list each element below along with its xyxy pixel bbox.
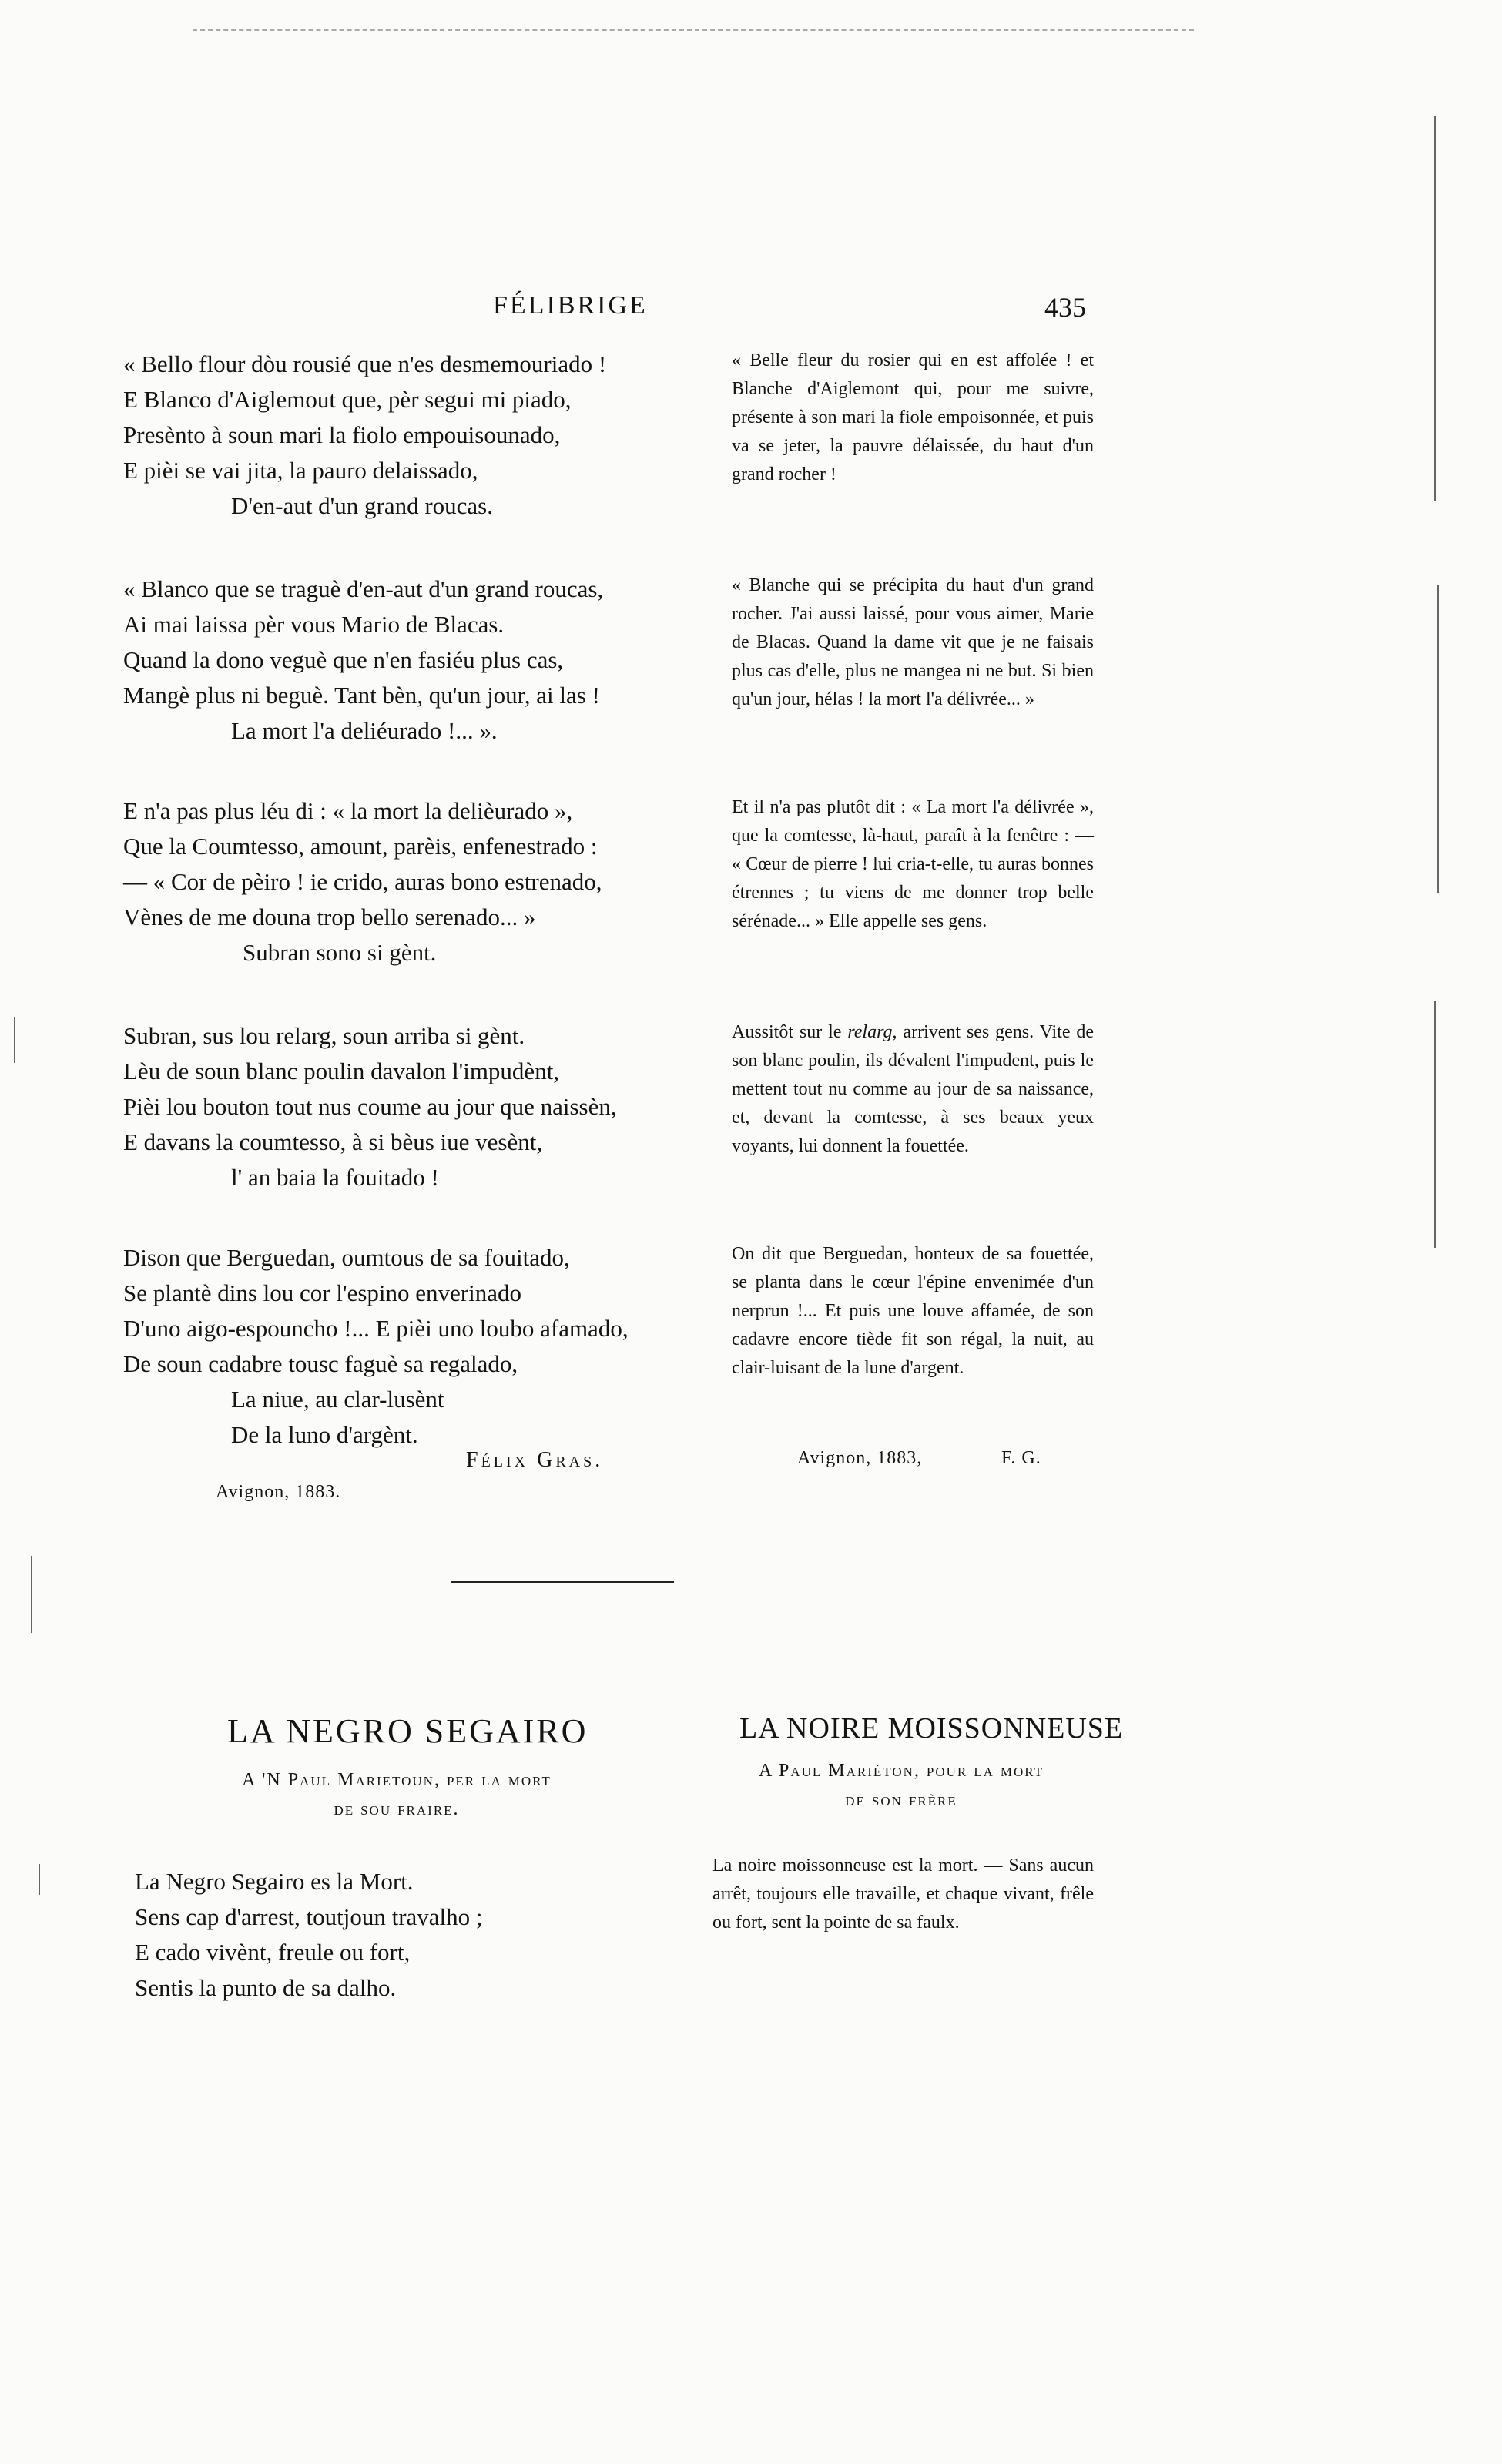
left-edge-mark: [14, 1017, 15, 1063]
translation-paragraph: La noire moissonneuse est la mort. — Sans aucun arrêt, toujours elle travaille, et chaque vivant, frêle ou fort, sent la pointe de sa faulx.: [712, 1856, 1094, 1933]
verse-line: Dison que Berguedan, oumtous de sa fouitado,: [123, 1244, 570, 1271]
verse-line: l' an baia la fouitado !: [231, 1164, 439, 1191]
stanza-provencal-3: [123, 793, 709, 971]
poem-title-french: LA NOIRE MOISSONNEUSE: [739, 1712, 1124, 1745]
stanza-french-1: [732, 347, 1094, 489]
date-left: Avignon, 1883.: [216, 1482, 341, 1502]
stanza-french-5: [732, 1240, 1094, 1383]
verse-line: E Blanco d'Aiglemout que, pèr segui mi piado,: [123, 386, 572, 413]
dedication-provencal: [166, 1765, 628, 1824]
verse-line: La niue, au clar-lusènt: [231, 1386, 444, 1413]
translation-paragraph: « Blanche qui se précipita du haut d'un grand rocher. J'ai aussi laissé, pour vous aimer, Marie de Blacas. Quand la dame vit que je ne faisais plus cas d'elle, plus ne mangea ni ne but. Si bien qu'un jour, hélas ! la mort l'a délivrée... »: [732, 575, 1094, 709]
poem-title-provencal: LA NEGRO SEGAIRO: [227, 1712, 588, 1750]
dedication-line: A 'N Paul Marietoun, per la mort: [242, 1770, 552, 1790]
verse-line: — « Cor de pèiro ! ie crido, auras bono estrenado,: [123, 868, 602, 895]
verse-line: D'uno aigo-espouncho !... E pièi uno loubo afamado,: [123, 1315, 629, 1342]
verse-line: « Blanco que se traguè d'en-aut d'un grand roucas,: [123, 575, 604, 602]
verse-line: Pièi lou bouton tout nus coume au jour que naissèn,: [123, 1093, 617, 1120]
verse-line: De la luno d'argènt.: [231, 1421, 418, 1448]
dedication-line: A Paul Mariéton, pour la mort: [758, 1761, 1044, 1781]
verse-line: De soun cadabre tousc faguè sa regalado,: [123, 1350, 518, 1377]
stanza-provencal-1: [123, 347, 709, 524]
verse-line: La Negro Segairo es la Mort.: [135, 1868, 414, 1895]
stanza-french-3: [732, 793, 1094, 936]
stanza-provencal-5: [123, 1240, 709, 1453]
translation-paragraph: On dit que Berguedan, honteux de sa fouettée, se planta dans le cœur l'épine envenimée d'un nerprun !... Et puis une louve affamée, de son cadavre encore tiède fit son régal, la nuit, au clair-luisant de la lune d'argent.: [732, 1244, 1094, 1378]
poem2-french: [712, 1852, 1094, 1937]
right-edge-mark: [1437, 585, 1439, 893]
right-edge-mark: [1434, 116, 1436, 501]
verse-line: « Bello flour dòu rousié que n'es desmemouriado !: [123, 350, 607, 377]
verse-line: Ai mai laissa pèr vous Mario de Blacas.: [123, 611, 505, 638]
verse-line: E cado vivènt, freule ou fort,: [135, 1939, 411, 1966]
stanza-provencal-4: [123, 1018, 709, 1195]
translation-paragraph: Et il n'a pas plutôt dit : « La mort l'a délivrée », que la comtesse, là-haut, paraît à la fenêtre : — « Cœur de pierre ! lui cria-t-elle, tu auras bonnes étrennes ; tu viens de me donner trop belle sérénade... » Elle appelle ses gens.: [732, 797, 1094, 931]
signature-left: Félix Gras.: [466, 1448, 604, 1472]
dedication-french: [701, 1756, 1101, 1815]
stanza-french-2: [732, 572, 1094, 714]
page-number: 435: [1044, 292, 1086, 323]
top-border-line: [193, 29, 1194, 31]
verse-line: Lèu de soun blanc poulin davalon l'impudènt,: [123, 1058, 560, 1084]
verse-line: Presènto à soun mari la fiolo empouisounado,: [123, 421, 561, 448]
translation-paragraph: [732, 1018, 1094, 1161]
signature-right: F. G.: [1001, 1448, 1041, 1468]
verse-line: E davans la coumtesso, à si bèus iue vesènt,: [123, 1128, 543, 1155]
left-edge-mark: [31, 1556, 32, 1633]
translation-text: Aussitôt sur le: [732, 1022, 848, 1042]
verse-line: E pièi se vai jita, la pauro delaissado,: [123, 457, 478, 484]
verse-line: Subran sono si gènt.: [243, 939, 437, 966]
stanza-provencal-2: [123, 572, 709, 749]
stanza-french-4: [732, 1018, 1094, 1161]
dedication-line: de sou fraire.: [334, 1799, 460, 1819]
italic-term: relarg: [847, 1022, 893, 1042]
verse-line: Vènes de me douna trop bello serenado... »: [123, 903, 536, 930]
verse-line: Se plantè dins lou cor l'espino enverinado: [123, 1279, 521, 1306]
verse-line: Sentis la punto de sa dalho.: [135, 1974, 397, 2001]
verse-line: Quand la dono veguè que n'en fasiéu plus cas,: [123, 646, 564, 673]
running-title: FÉLIBRIGE: [493, 291, 648, 320]
translation-text: , arrivent ses gens. Vite de son blanc poulin, ils dévalent l'impudent, puis le mettent tout nu comme au jour de sa naissance, et, devant la comtesse, à ses beaux yeux voyants, lui donnent la fouettée.: [732, 1022, 1095, 1156]
verse-line: Mangè plus ni beguè. Tant bèn, qu'un jour, ai las !: [123, 682, 600, 709]
page-header: [123, 291, 1086, 330]
verse-line: La mort l'a deliéurado !... ».: [231, 717, 498, 744]
right-edge-mark: [1434, 1001, 1436, 1248]
verse-line: Que la Coumtesso, amount, parèis, enfenestrado :: [123, 833, 598, 860]
verse-line: D'en-aut d'un grand roucas.: [231, 492, 494, 519]
verse-line: Subran, sus lou relarg, soun arriba si gènt.: [123, 1022, 525, 1049]
left-edge-mark: [39, 1864, 40, 1895]
poem2-provencal: [135, 1864, 720, 2006]
verse-line: E n'a pas plus léu di : « la mort la delièurado »,: [123, 797, 573, 824]
translation-paragraph: « Belle fleur du rosier qui en est affolée ! et Blanche d'Aiglemont qui, pour me suivre, présente à son mari la fiole empoisonnée, et puis va se jeter, la pauvre délaissée, du haut d'un grand rocher !: [732, 350, 1094, 484]
date-right: Avignon, 1883,: [797, 1448, 923, 1468]
dedication-line: de son frère: [845, 1790, 957, 1810]
section-divider: [451, 1581, 674, 1583]
verse-line: Sens cap d'arrest, toutjoun travalho ;: [135, 1903, 483, 1930]
